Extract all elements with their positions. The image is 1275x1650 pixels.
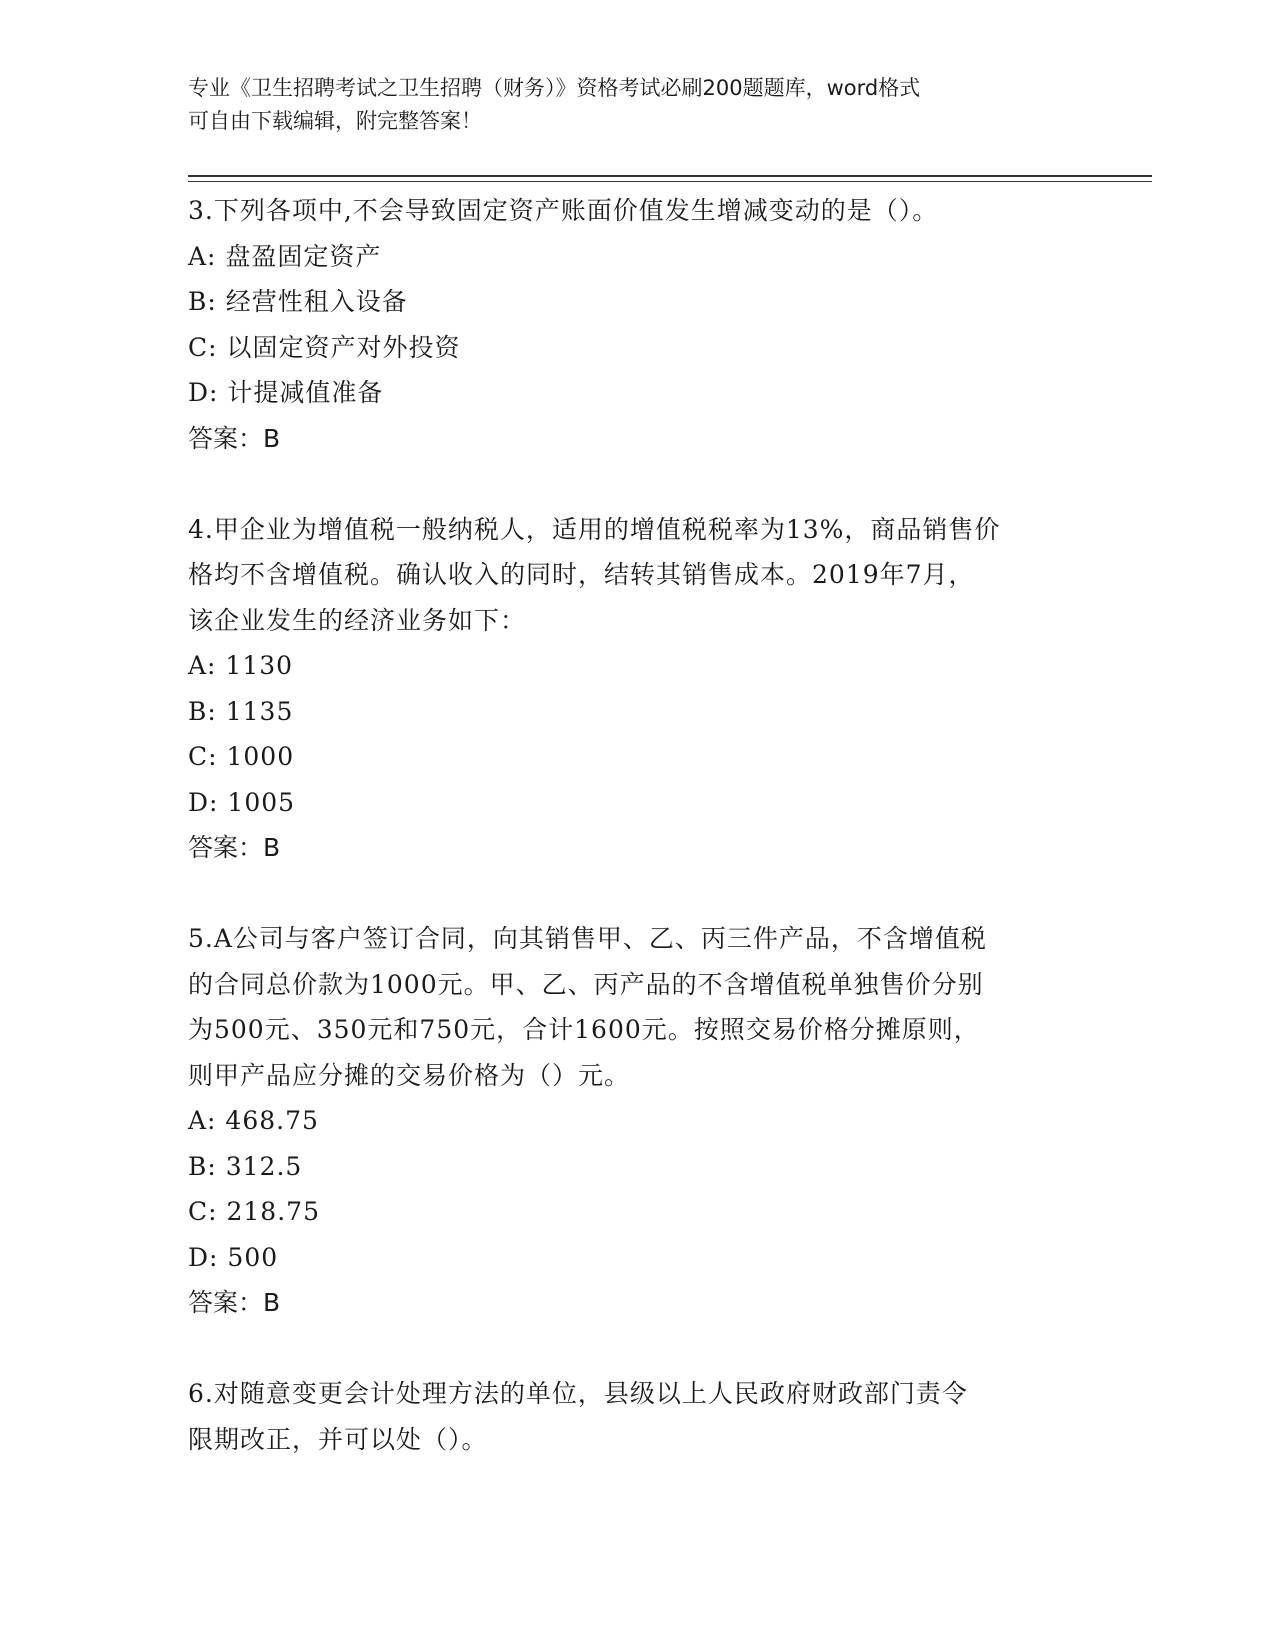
question-text: 5.A公司与客户签订合同，向其销售甲、乙、丙三件产品，不含增值税: [188, 924, 987, 953]
question-text: 6.对随意变更会计处理方法的单位，县级以上人民政府财政部门责令: [188, 1379, 968, 1408]
question-text: 则甲产品应分摊的交易价格为（）元。: [188, 1060, 631, 1090]
header-rule-thick: [188, 175, 1152, 177]
option-c: C: 以固定资产对外投资: [188, 332, 461, 362]
option-b: B: 312.5: [188, 1151, 303, 1181]
option-b: B: 经营性租入设备: [188, 287, 408, 316]
option-d: D: 计提减值准备: [188, 378, 384, 407]
question-text: 格均不含增值税。确认收入的同时，结转其销售成本。2019年7月，: [188, 560, 975, 589]
question-text: 限期改正，并可以处（）。: [188, 1424, 488, 1454]
document-header: [188, 72, 1088, 138]
question-text: 为500元、350元和750元，合计1600元。按照交易价格分摊原则，: [188, 1015, 980, 1044]
header-line-1: 专业《卫生招聘考试之卫生招聘（财务）》资格考试必刷200题题库，word格式: [188, 76, 921, 100]
question-6: [188, 1371, 1088, 1462]
option-c: C: 218.75: [188, 1197, 320, 1226]
question-text: 该企业发生的经济业务如下：: [188, 605, 527, 635]
header-line-2: 可自由下载编辑，附完整答案！: [188, 109, 482, 133]
answer: 答案：B: [188, 1288, 281, 1317]
question-5: [188, 916, 1088, 1326]
question-text: 4.甲企业为增值税一般纳税人，适用的增值税税率为13%，商品销售价: [188, 514, 1001, 544]
option-d: D: 500: [188, 1242, 279, 1272]
question-4: [188, 507, 1088, 871]
question-text: 3.下列各项中,不会导致固定资产账面价值发生增减变动的是（）。: [188, 196, 939, 225]
question-text: 的合同总价款为1000元。甲、乙、丙产品的不含增值税单独售价分别: [188, 969, 984, 999]
option-a: A: 盘盈固定资产: [188, 241, 382, 271]
option-a: A: 1130: [188, 651, 294, 680]
header-rule-thin: [188, 181, 1152, 182]
question-list: [188, 188, 1088, 1462]
answer: 答案：B: [188, 423, 281, 453]
option-d: D: 1005: [188, 787, 296, 817]
question-3: [188, 188, 1088, 461]
answer: 答案：B: [188, 833, 281, 862]
option-b: B: 1135: [188, 696, 294, 726]
option-c: C: 1000: [188, 742, 295, 771]
option-a: A: 468.75: [188, 1106, 319, 1135]
